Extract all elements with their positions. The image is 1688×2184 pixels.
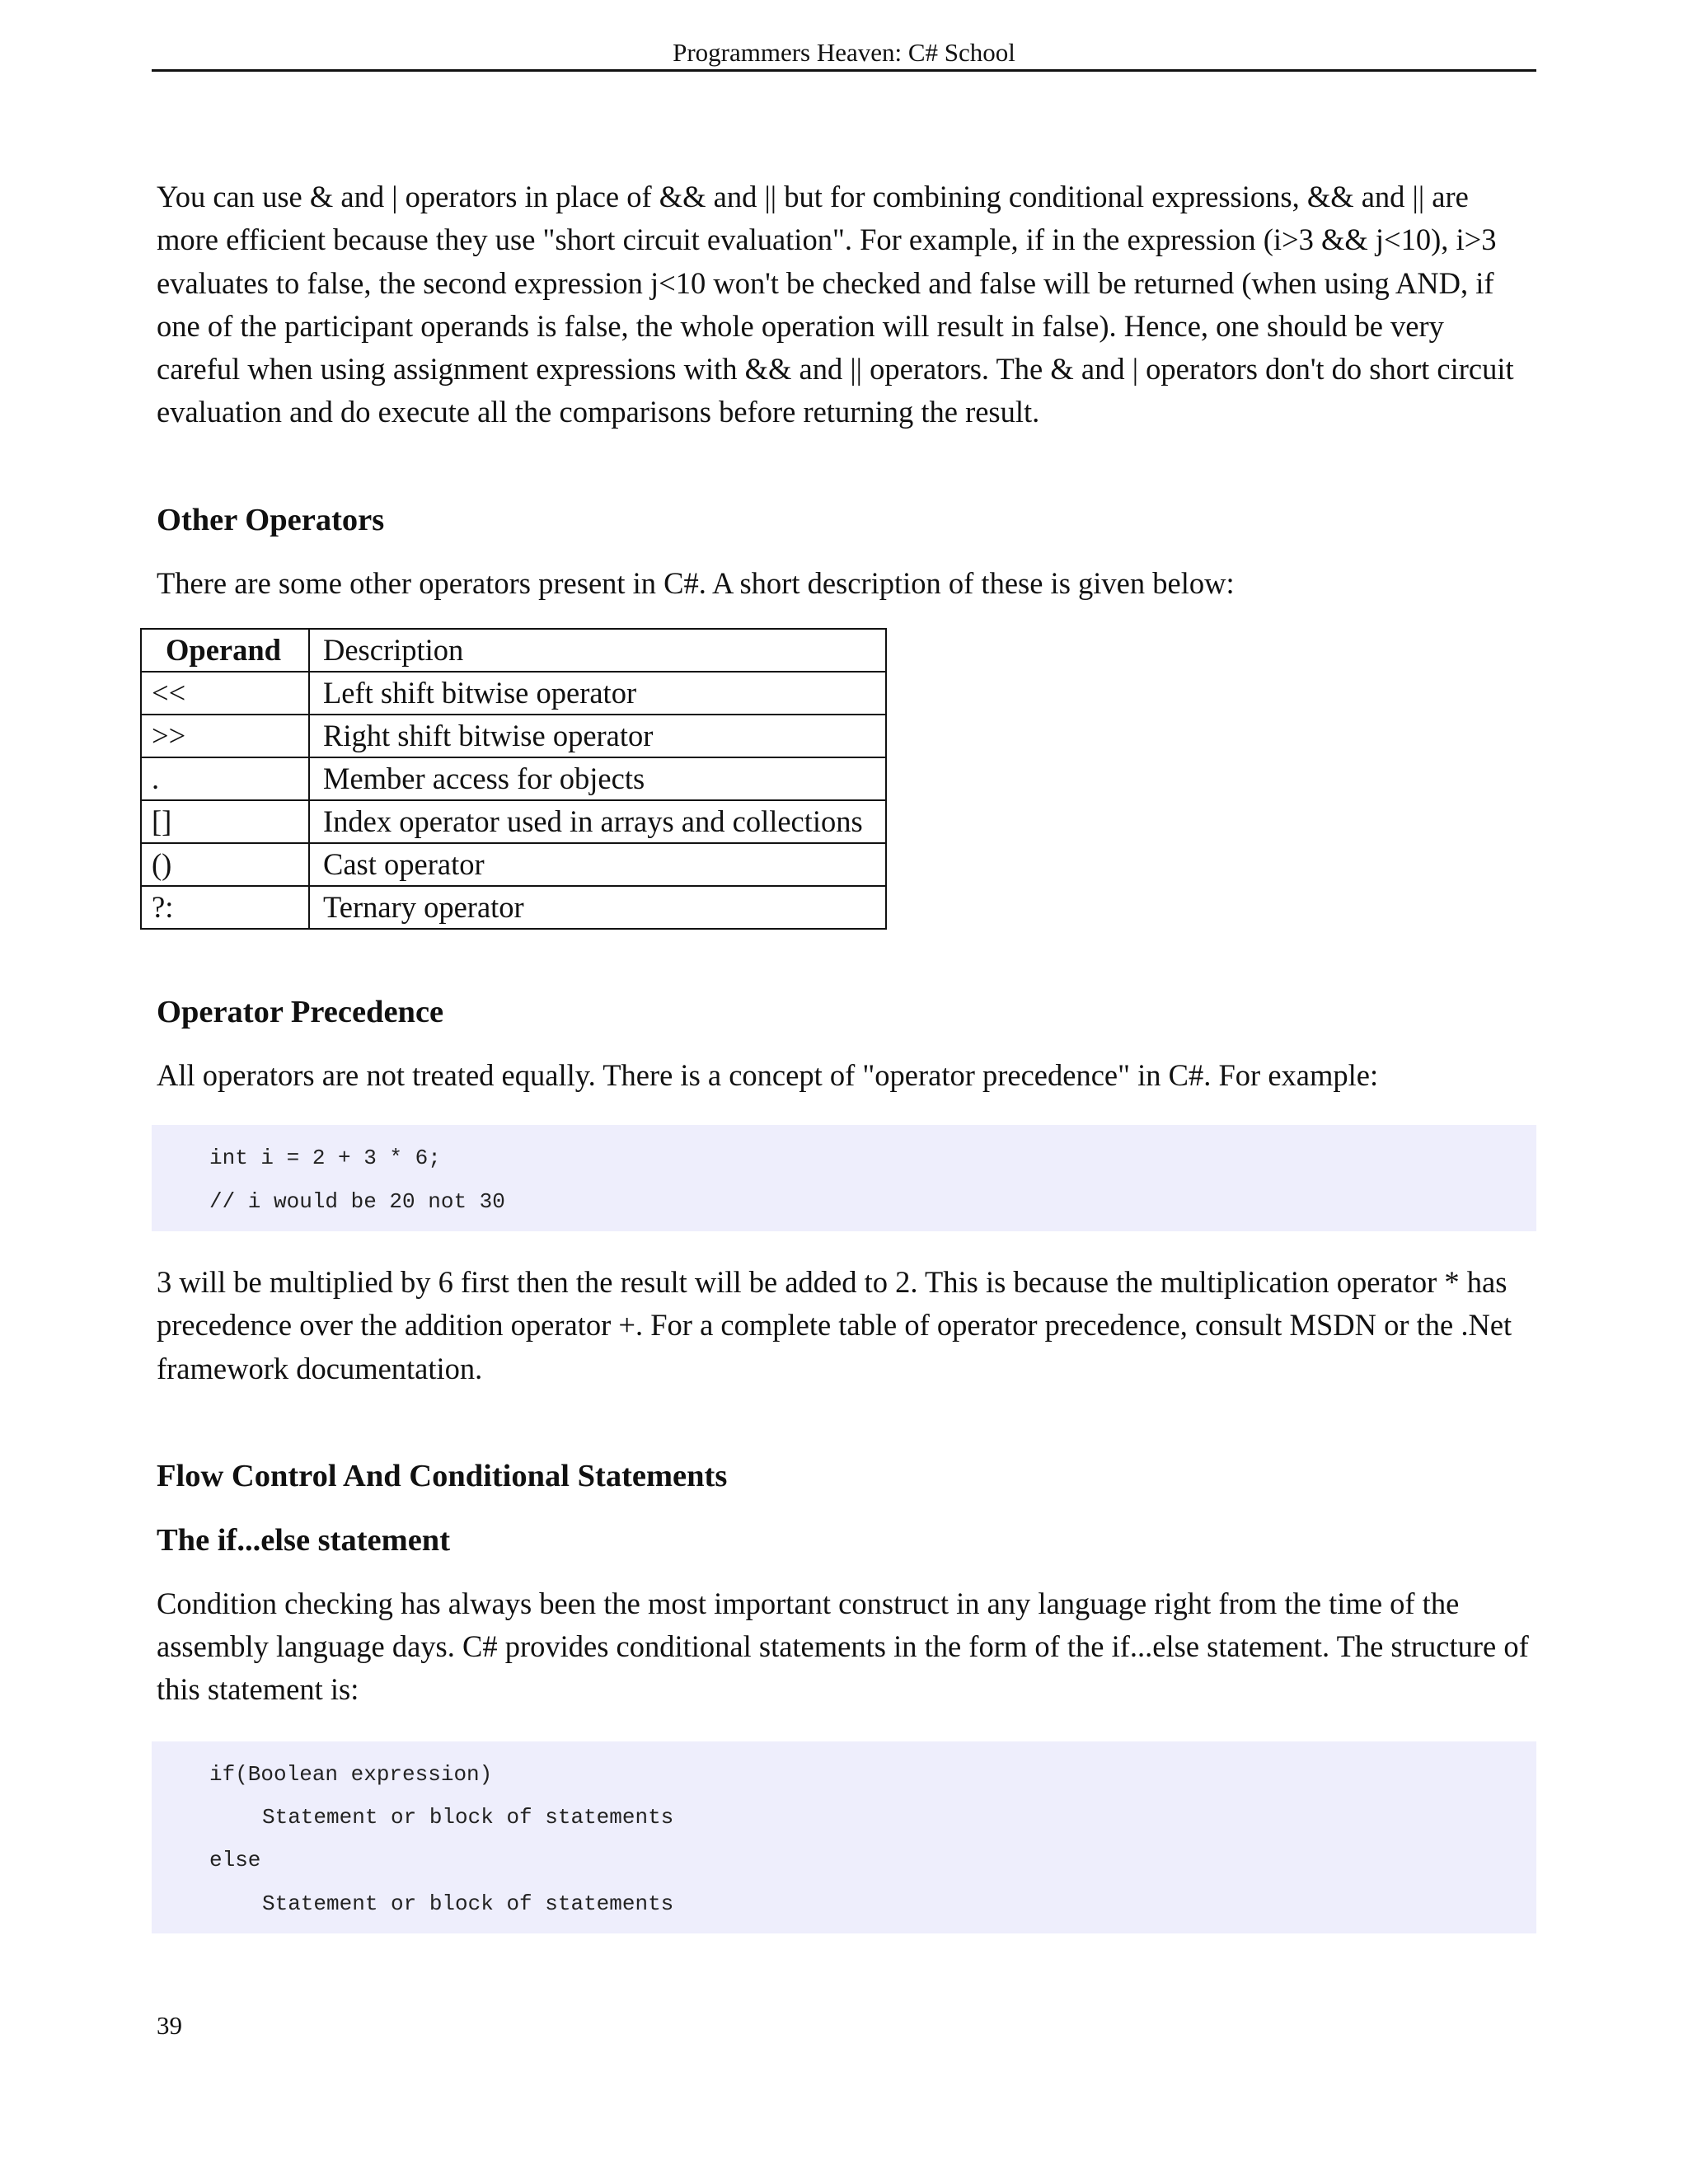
table-row: [141, 672, 886, 715]
table-row: [141, 715, 886, 757]
table-header-description: Description: [309, 629, 886, 672]
table-row: [141, 886, 886, 929]
intro-paragraph: You can use & and | operators in place of && and || but for combining conditional expressions, && and || are more efficient because they use "short circuit evaluation". For example, if in the expression (i>3 && j<10), i>3 evaluates to false, the second expression j<10 won't be checked and false will be returned (when using AND, if one of the participant operands is false, the whole operation will result in false). Hence, one should be very careful when using assignment expressions with && and || operators. The & and | operators don't do short circuit evaluation and do execute all the comparisons before returning the result.: [157, 180, 1514, 429]
other-operators-paragraph: There are some other operators present in C#. A short description of these is given below:: [157, 565, 1235, 600]
heading-operator-precedence: Operator Precedence: [157, 995, 444, 1030]
code-block-precedence: [152, 1125, 1536, 1231]
code-line: if(Boolean expression): [209, 1761, 493, 1787]
if-else-paragraph: Condition checking has always been the most important construct in any language right from the time of the assembly language days. C# provides conditional statements in the form of the if...else statement. The structure of this statement is:: [157, 1586, 1529, 1707]
table-cell-operand: <<: [141, 672, 309, 715]
table-cell-description: Index operator used in arrays and collections: [309, 800, 886, 843]
table-cell-operand: .: [141, 757, 309, 800]
table-cell-operand: ?:: [141, 886, 309, 929]
table-cell-description: Left shift bitwise operator: [309, 672, 886, 715]
table-cell-description: Right shift bitwise operator: [309, 715, 886, 757]
table-header-row: [141, 629, 886, 672]
operator-precedence-paragraph: All operators are not treated equally. There is a concept of "operator precedence" in C#. For example:: [157, 1058, 1379, 1093]
page-content: [152, 176, 1535, 1933]
table-cell-description: Member access for objects: [309, 757, 886, 800]
code-line: // i would be 20 not 30: [209, 1188, 505, 1214]
code-line: Statement or block of statements: [262, 1805, 674, 1830]
precedence-explanation: 3 will be multiplied by 6 first then the result will be added to 2. This is because the multiplication operator * has precedence over the addition operator +. For a complete table of operator precedence, consult MSDN or the .Net framework documentation.: [157, 1264, 1512, 1385]
code-line: else: [209, 1848, 261, 1873]
table-row: [141, 843, 886, 886]
code-line: int i = 2 + 3 * 6;: [209, 1146, 441, 1171]
heading-flow-control: Flow Control And Conditional Statements: [157, 1458, 728, 1493]
code-line: Statement or block of statements: [262, 1891, 674, 1916]
operators-table: [140, 628, 887, 930]
table-row: [141, 800, 886, 843]
table-cell-operand: >>: [141, 715, 309, 757]
code-block-if-else: [152, 1741, 1536, 1933]
page-number: 39: [157, 2011, 182, 2040]
table-cell-operand: (): [141, 843, 309, 886]
table-header-operand: Operand: [141, 629, 309, 672]
heading-other-operators: Other Operators: [157, 502, 385, 537]
running-header: Programmers Heaven: C# School: [673, 38, 1015, 67]
table-cell-description: Cast operator: [309, 843, 886, 886]
table-cell-operand: []: [141, 800, 309, 843]
table-cell-description: Ternary operator: [309, 886, 886, 929]
header-rule: [152, 69, 1536, 72]
heading-if-else: The if...else statement: [157, 1522, 451, 1558]
table-row: [141, 757, 886, 800]
